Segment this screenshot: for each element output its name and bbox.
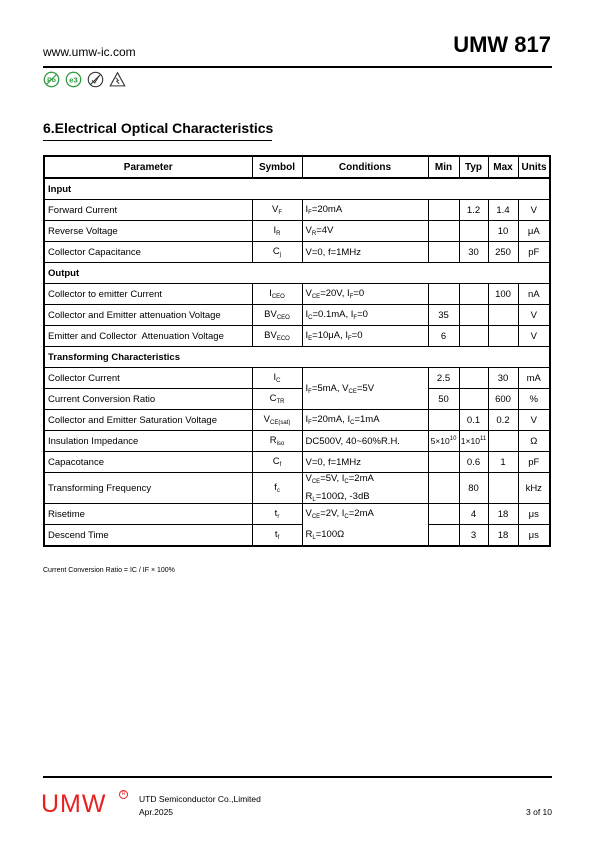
min-cell: 6	[428, 326, 459, 347]
min-cell: 50	[428, 389, 459, 410]
compliance-icons	[43, 71, 126, 91]
symbol-cell: $I_C$	[252, 368, 302, 389]
group-row	[44, 178, 550, 200]
symbol-cell: $BV_{ECO}$	[252, 326, 302, 347]
symbol-cell: $C_j$	[252, 242, 302, 263]
conditions-cell: $I_F=20mA$, $I_C=1mA$	[302, 410, 428, 431]
min-cell	[428, 284, 459, 305]
typ-cell: 0.6	[459, 452, 488, 473]
max-cell: 0.2	[488, 410, 518, 431]
param-cell: Capacotance	[44, 452, 252, 473]
unit-cell: V	[518, 200, 550, 221]
publish-date: Apr.2025	[139, 807, 174, 817]
conditions-cell: V=0, f=1MHz	[302, 242, 428, 263]
table-row	[44, 368, 550, 389]
typ-cell: 0.1	[459, 410, 488, 431]
symbol-cell: $C_{TR}$	[252, 389, 302, 410]
symbol-cell: $V_{CE(sat)}$	[252, 410, 302, 431]
max-cell: 10	[488, 221, 518, 242]
min-cell	[428, 200, 459, 221]
max-cell	[488, 473, 518, 504]
table-row	[44, 284, 550, 305]
part-number: UMW 817	[453, 32, 551, 57]
max-cell: 1.4	[488, 200, 518, 221]
param-cell: Emitter and Collector Attenuation Voltage	[44, 326, 252, 347]
table-row	[44, 242, 550, 263]
typ-cell	[459, 284, 488, 305]
typ-cell	[459, 326, 488, 347]
param-cell: Descend Time	[44, 525, 252, 547]
unit-cell: V	[518, 326, 550, 347]
typ-cell	[459, 389, 488, 410]
param-cell: Transforming Frequency	[44, 473, 252, 504]
min-cell	[428, 221, 459, 242]
conditions-cell: $I_C=0.1mA$, $I_F=0$	[302, 305, 428, 326]
param-cell: Collector Capacitance	[44, 242, 252, 263]
unit-cell: V	[518, 305, 550, 326]
table-row	[44, 326, 550, 347]
header-max: Max	[488, 156, 518, 178]
table-row	[44, 389, 550, 410]
typ-exp: 11	[479, 436, 487, 442]
max-cell	[488, 326, 518, 347]
characteristics-table	[43, 155, 551, 547]
group-row	[44, 263, 550, 284]
param-cell: Collector and Emitter attenuation Voltage	[44, 305, 252, 326]
conditions-cell: $I_E=10\mu A$, $I_F=0$	[302, 326, 428, 347]
header-conditions: Conditions	[302, 156, 428, 178]
param-cell: Collector to emitter Current	[44, 284, 252, 305]
footer-divider	[43, 776, 552, 778]
typ-cell	[459, 305, 488, 326]
conditions-cell: $I_F=5mA$, $V_{CE}=5V$	[302, 368, 428, 410]
header-typ: Typ	[459, 156, 488, 178]
min-cell: 2.5	[428, 368, 459, 389]
section-underline	[43, 140, 272, 141]
group-transforming: Transforming Characteristics	[44, 347, 550, 368]
symbol-cell: $t_f$	[252, 525, 302, 547]
header-units: Units	[518, 156, 550, 178]
company-name: UTD Semiconductor Co.,Limited	[139, 794, 261, 804]
typ-base: 1×10	[460, 436, 480, 446]
max-cell	[488, 431, 518, 452]
param-cell: Current Conversion Ratio	[44, 389, 252, 410]
typ-cell	[459, 368, 488, 389]
conditions-cell: $V_{CE}=20V$, $I_F=0$	[302, 284, 428, 305]
unit-cell: kHz	[518, 473, 550, 504]
conditions-cell: $V_{CE}=2V$, $I_C=2mA$	[302, 504, 428, 525]
unit-cell: V	[518, 410, 550, 431]
conditions-cell: $I_F=20mA$	[302, 200, 428, 221]
table-row	[44, 525, 550, 547]
typ-cell: 3	[459, 525, 488, 547]
min-cell	[428, 473, 459, 504]
footnote: Current Conversion Ratio = IC / IF × 100%	[43, 567, 175, 574]
min-cell	[428, 452, 459, 473]
unit-cell: μs	[518, 504, 550, 525]
conditions-cell: $V_R=4V$	[302, 221, 428, 242]
symbol-cell: $I_R$	[252, 221, 302, 242]
esd-warning-icon	[109, 71, 126, 88]
max-cell: 18	[488, 504, 518, 525]
param-cell: Insulation Impedance	[44, 431, 252, 452]
svg-text:Pb: Pb	[47, 77, 56, 85]
typ-cell: 30	[459, 242, 488, 263]
conditions-cell: $V_{CE}=5V$, $I_C=2mA$ $R_L=100\Omega$, -3dB	[302, 473, 428, 504]
max-cell: 30	[488, 368, 518, 389]
param-cell: Collector Current	[44, 368, 252, 389]
min-exp: 10	[449, 436, 457, 442]
symbol-cell: $V_F$	[252, 200, 302, 221]
min-base: 5×10	[430, 436, 450, 446]
conditions-cell: DC500V, 40~60%R.H.	[302, 431, 428, 452]
table-row	[44, 473, 550, 504]
typ-cell	[459, 431, 488, 452]
header-min: Min	[428, 156, 459, 178]
symbol-cell: $R_{iso}$	[252, 431, 302, 452]
unit-cell: μA	[518, 221, 550, 242]
typ-cell: 1.2	[459, 200, 488, 221]
table-row	[44, 305, 550, 326]
table-row	[44, 200, 550, 221]
e3-icon	[65, 71, 82, 88]
table-header-row	[44, 156, 550, 178]
typ-cell	[459, 221, 488, 242]
symbol-cell: $C_f$	[252, 452, 302, 473]
max-cell: 1	[488, 452, 518, 473]
max-cell: 18	[488, 525, 518, 547]
param-cell: Risetime	[44, 504, 252, 525]
table-row	[44, 504, 550, 525]
typ-cell: 80	[459, 473, 488, 504]
param-cell: Forward Current	[44, 200, 252, 221]
max-cell	[488, 305, 518, 326]
website-url[interactable]: www.umw-ic.com	[43, 45, 136, 59]
max-cell: 250	[488, 242, 518, 263]
conditions-cell: $R_L=100\Omega$	[302, 525, 428, 547]
min-cell: 35	[428, 305, 459, 326]
min-cell	[428, 525, 459, 547]
unit-cell: μs	[518, 525, 550, 547]
page-number: 3 of 10	[526, 807, 552, 817]
min-cell	[428, 242, 459, 263]
unit-cell: Ω	[518, 431, 550, 452]
group-output: Output	[44, 263, 550, 284]
min-cell	[428, 410, 459, 431]
conditions-cell: V=0, f=1MHz	[302, 452, 428, 473]
pb-free-icon	[43, 71, 60, 88]
table-row	[44, 452, 550, 473]
umw-logo: UMW	[41, 790, 107, 818]
header-symbol: Symbol	[252, 156, 302, 178]
unit-cell: nA	[518, 284, 550, 305]
symbol-cell: $f_c$	[252, 473, 302, 504]
svg-text:e3: e3	[69, 75, 78, 85]
min-cell	[428, 431, 459, 452]
header-divider	[43, 66, 552, 68]
typ-cell: 4	[459, 504, 488, 525]
table-row	[44, 221, 550, 242]
max-cell: 600	[488, 389, 518, 410]
param-cell: Collector and Emitter Saturation Voltage	[44, 410, 252, 431]
param-cell: Reverse Voltage	[44, 221, 252, 242]
table-row	[44, 431, 550, 452]
group-row	[44, 347, 550, 368]
unit-cell: mA	[518, 368, 550, 389]
registered-mark-icon: R	[119, 790, 128, 799]
unit-cell: pF	[518, 242, 550, 263]
unit-cell: pF	[518, 452, 550, 473]
group-input: Input	[44, 178, 550, 200]
halogen-free-icon	[87, 71, 104, 88]
table-row	[44, 410, 550, 431]
unit-cell: %	[518, 389, 550, 410]
symbol-cell: $I_{CEO}$	[252, 284, 302, 305]
section-title: 6.Electrical Optical Characteristics	[43, 120, 274, 136]
header-parameter: Parameter	[44, 156, 252, 178]
symbol-cell: $t_r$	[252, 504, 302, 525]
max-cell: 100	[488, 284, 518, 305]
symbol-cell: $BV_{CEO}$	[252, 305, 302, 326]
min-cell	[428, 504, 459, 525]
